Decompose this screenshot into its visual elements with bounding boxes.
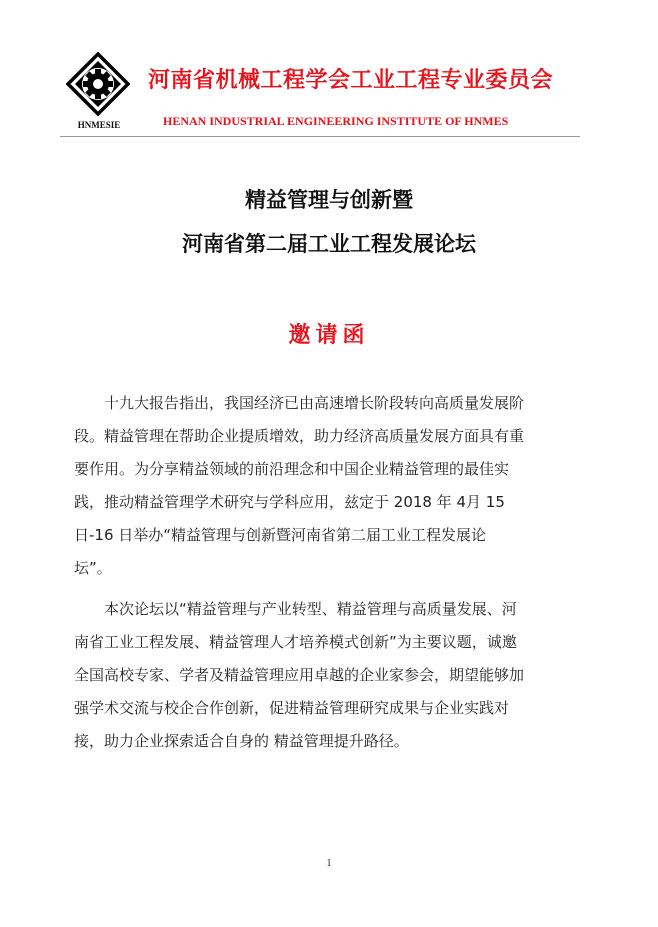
- paragraph-line: 本次论坛以“精益管理与产业转型、精益管理与高质量发展、河: [104, 600, 517, 618]
- paragraph-line: 南省工业工程发展、精益管理人才培养模式创新”为主要议题，诚邀: [74, 633, 517, 651]
- paragraph-line: 践，推动精益管理学术研究与学科应用，兹定于 2018 年 4月 15: [74, 493, 505, 511]
- invitation-heading: 邀请函: [288, 323, 370, 348]
- header-divider: [60, 136, 580, 137]
- org-name-chinese: 河南省机械工程学会工业工程专业委员会: [148, 68, 554, 93]
- document-title-line1: 精益管理与创新暨: [245, 188, 413, 212]
- paragraph-line: 强学术交流与校企合作创新，促进精益管理研究成果与企业实践对: [74, 699, 510, 717]
- document-title-line2: 河南省第二届工业工程发展论坛: [182, 232, 476, 256]
- paragraph-line: 段。精益管理在帮助企业提质增效，助力经济高质量发展方面具有重: [74, 427, 525, 445]
- paragraph-line: 要作用。为分享精益领域的前沿理念和中国企业精益管理的最佳实: [74, 460, 510, 478]
- page-number: 1: [326, 858, 332, 869]
- paragraph-line: 十九大报告指出，我国经济已由高速增长阶段转向高质量发展阶: [104, 394, 525, 412]
- paragraph-line: 全国高校专家、学者及精益管理应用卓越的企业家参会，期望能够加: [74, 666, 525, 684]
- org-logo: [66, 52, 130, 116]
- logo-caption: HNMESIE: [77, 120, 121, 130]
- paragraph-line: 日-16 日举办“精益管理与创新暨河南省第二届工业工程发展论: [74, 526, 487, 544]
- paragraph-line: 坛”。: [74, 559, 112, 577]
- paragraph-line: 接，助力企业探索适合自身的 精益管理提升路径。: [74, 732, 409, 750]
- org-name-english: HENAN INDUSTRIAL ENGINEERING INSTITUTE OF HNMES: [163, 114, 509, 128]
